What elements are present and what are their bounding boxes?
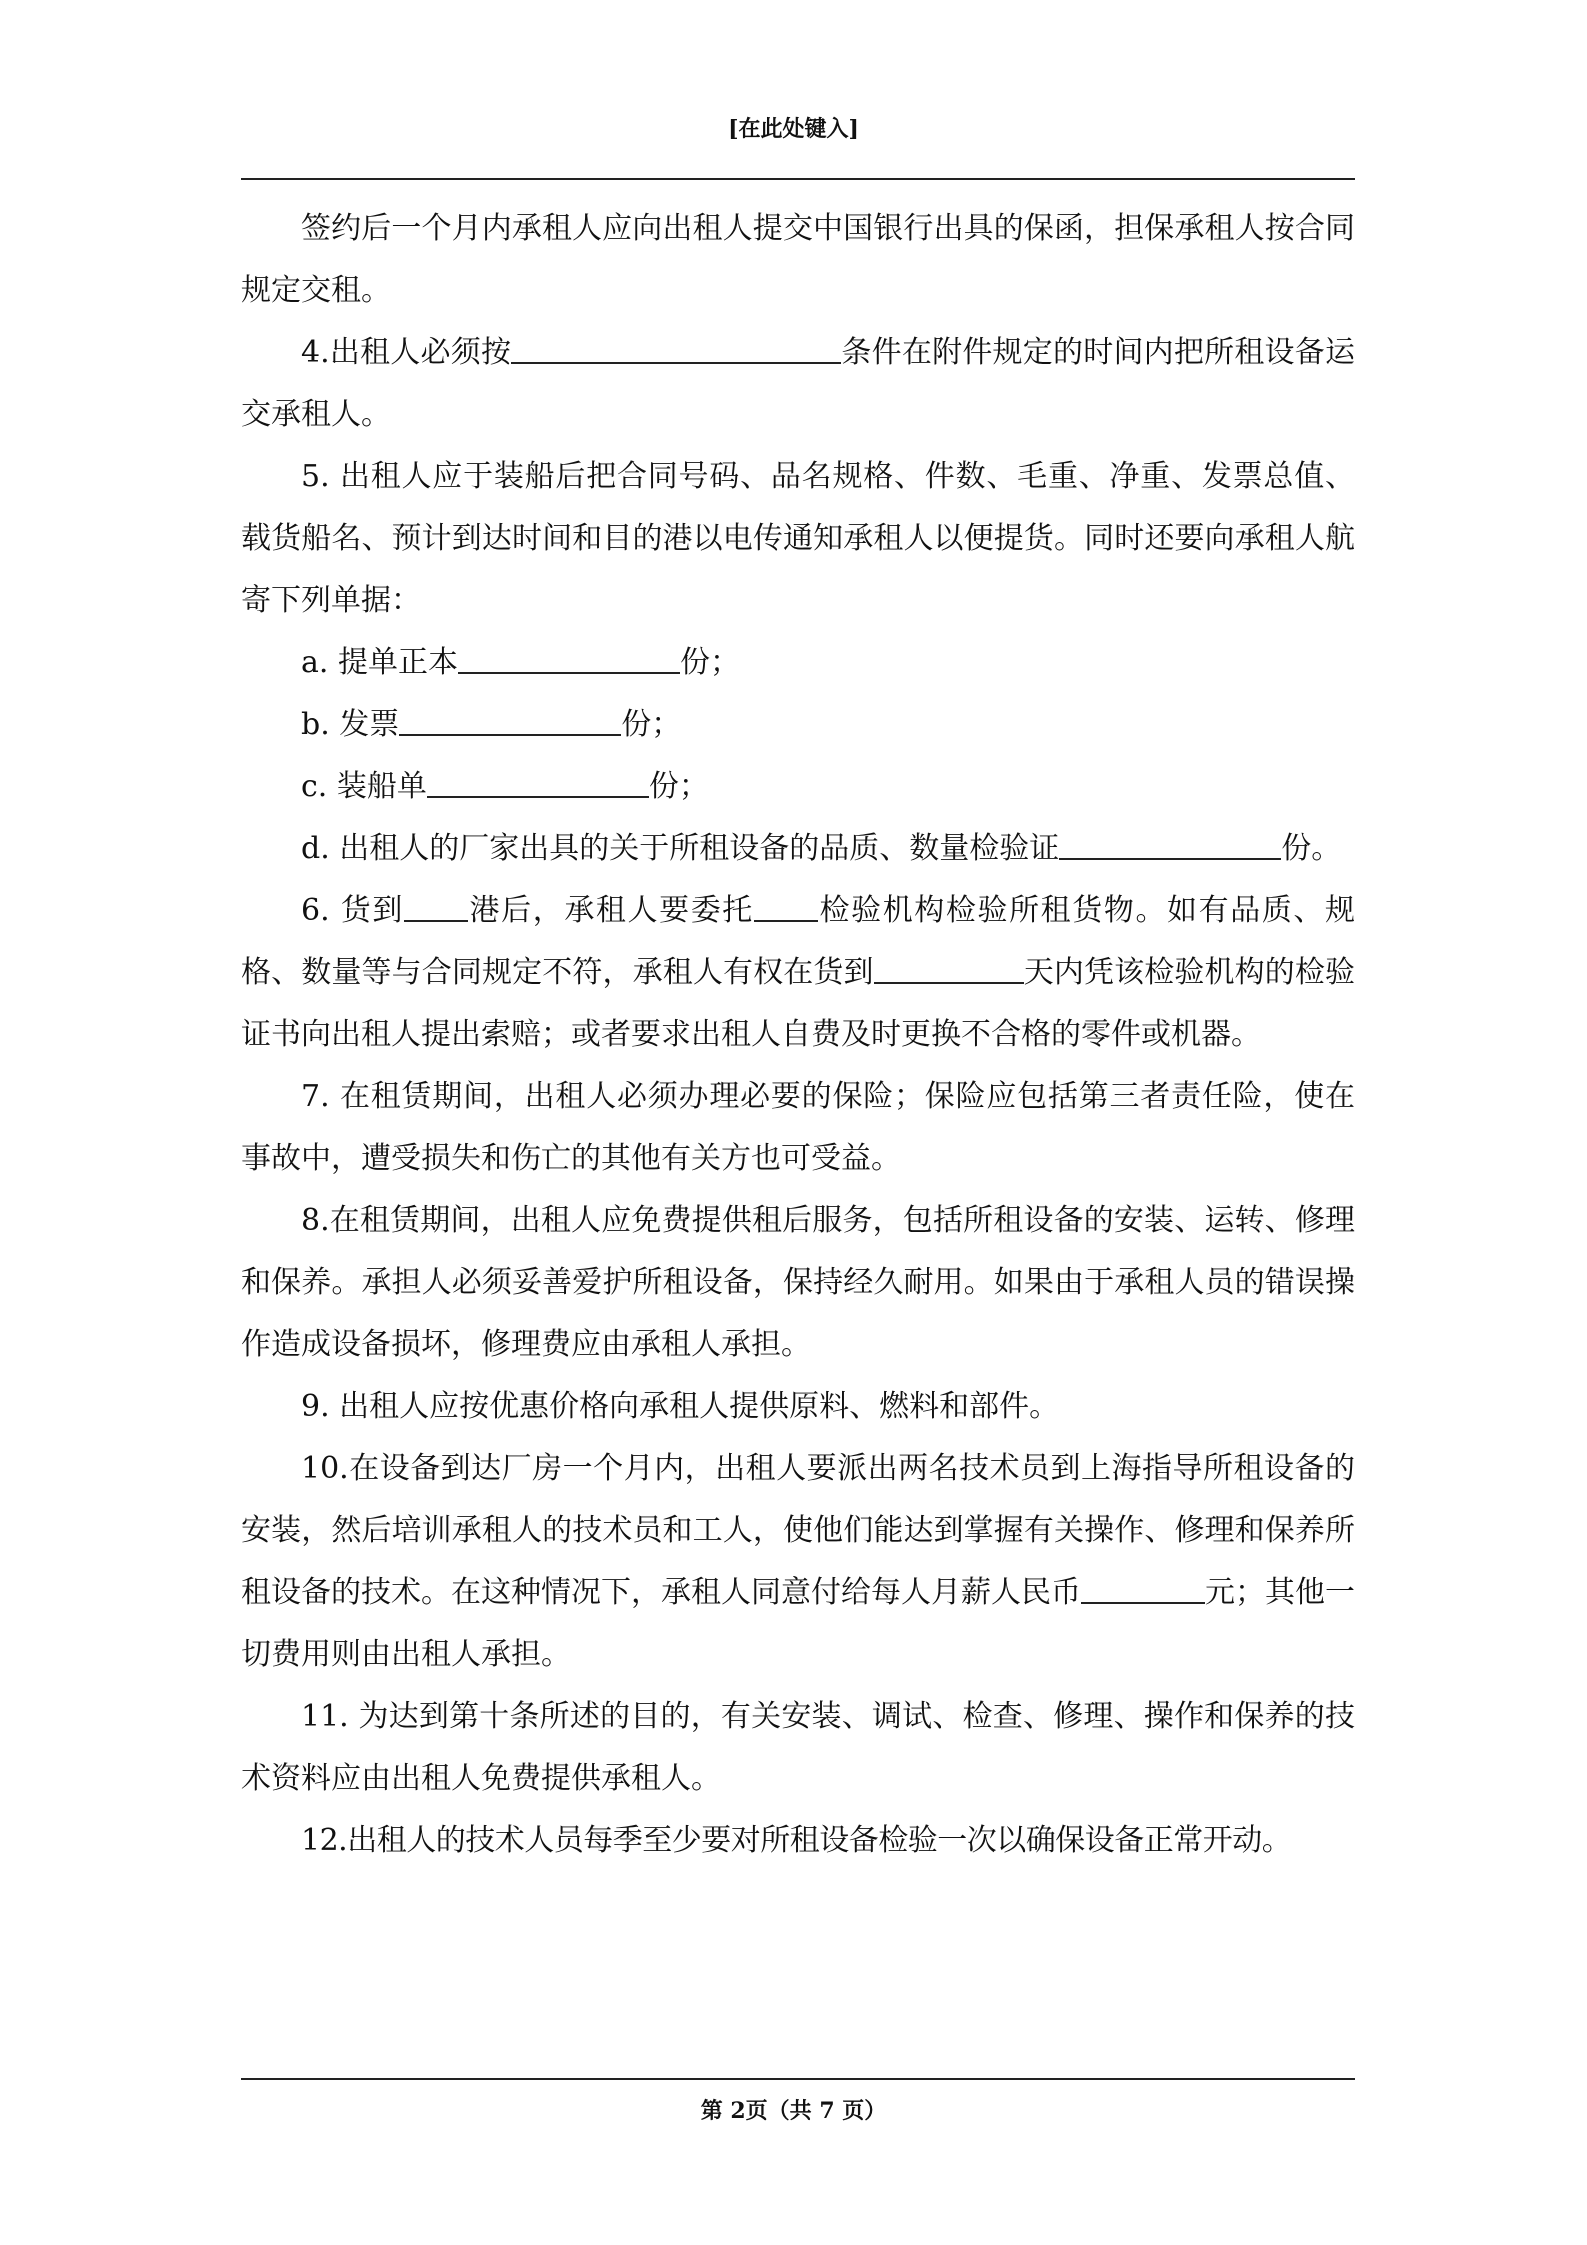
- footer-divider: [241, 2078, 1355, 2080]
- paragraph-clause-6: 6. 货到 港后，承租人要委托 检验机构检验所租货物。如有品质、规格、数量等与合同规定不符，承租人有权在货到 天内凭该检验机构的检验证书向出租人提出索赔；或者要求出租人自费及时更换不合格的零件或机器。: [241, 880, 1355, 1066]
- paragraph-clause-4: 4.出租人必须按 条件在附件规定的时间内把所租设备运交承租人。: [241, 322, 1355, 446]
- fill-blank: [458, 642, 680, 674]
- fill-blank: [874, 952, 1024, 984]
- fill-blank: [511, 332, 841, 364]
- paragraph-clause-9: 9. 出租人应按优惠价格向承租人提供原料、燃料和部件。: [301, 1389, 1060, 1424]
- header-divider: [241, 178, 1355, 180]
- document-body: [241, 198, 1355, 1872]
- paragraph-clause-12: 12.出租人的技术人员每季至少要对所租设备检验一次以确保设备正常开动。: [301, 1823, 1292, 1858]
- fill-blank: [427, 766, 649, 798]
- list-item-shipping-list: c. 装船单 份；: [241, 756, 1355, 818]
- fill-blank: [1059, 828, 1281, 860]
- fill-blank: [404, 890, 468, 922]
- list-item-bill-of-lading: a. 提单正本 份；: [241, 632, 1355, 694]
- paragraph-clause-7: 7. 在租赁期间，出租人必须办理必要的保险；保险应包括第三者责任险，使在事故中，遭受损失和伤亡的其他有关方也可受益。: [241, 1079, 1355, 1176]
- paragraph-clause-11: 11. 为达到第十条所述的目的，有关安装、调试、检查、修理、操作和保养的技术资料应由出租人免费提供承租人。: [241, 1699, 1355, 1796]
- list-item-invoice: b. 发票 份；: [241, 694, 1355, 756]
- fill-blank: [1081, 1572, 1205, 1604]
- fill-blank: [399, 704, 621, 736]
- fill-blank: [754, 890, 818, 922]
- paragraph-clause-10: 10.在设备到达厂房一个月内，出租人要派出两名技术员到上海指导所租设备的安装，然后培训承租人的技术员和工人，使他们能达到掌握有关操作、修理和保养所租设备的技术。在这种情况下，承租人同意付给每人月薪人民币 元；其他一切费用则由出租人承担。: [241, 1451, 1355, 1672]
- paragraph-clause-8: 8.在租赁期间，出租人应免费提供租后服务，包括所租设备的安装、运转、修理和保养。承担人必须妥善爱护所租设备，保持经久耐用。如果由于承租人员的错误操作造成设备损坏，修理费应由承租人承担。: [241, 1203, 1355, 1362]
- paragraph-clause-5: 5. 出租人应于装船后把合同号码、品名规格、件数、毛重、净重、发票总值、载货船名、预计到达时间和目的港以电传通知承租人以便提货。同时还要向承租人航寄下列单据：: [241, 459, 1355, 618]
- page-header: [在此处键入]: [728, 116, 859, 142]
- page-number: 第 2页（共 7 页）: [700, 2098, 887, 2124]
- list-item-inspection-cert: d. 出租人的厂家出具的关于所租设备的品质、数量检验证 份。: [241, 818, 1355, 880]
- paragraph-guarantee: 签约后一个月内承租人应向出租人提交中国银行出具的保函，担保承租人按合同规定交租。: [241, 211, 1355, 308]
